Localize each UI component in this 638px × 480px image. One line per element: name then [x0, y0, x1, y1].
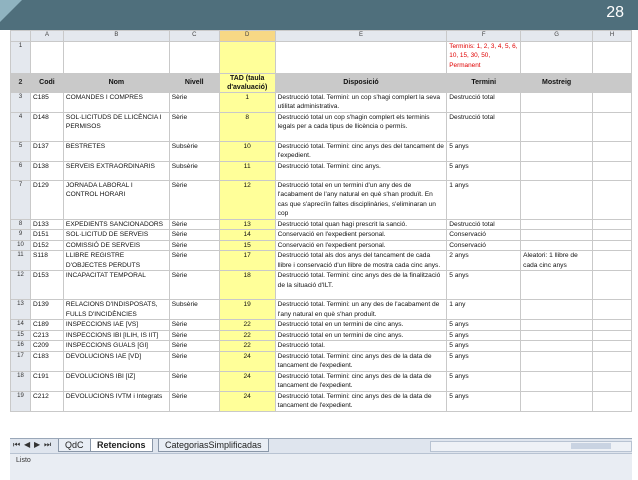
termini-cell[interactable]: 5 anys: [447, 371, 521, 391]
codi-cell[interactable]: C189: [30, 320, 63, 331]
disposicio-cell[interactable]: Destrucció total en un termini de cinc anys.: [275, 320, 447, 331]
sheet-tab-retencions[interactable]: Retencions: [90, 439, 153, 452]
termini-cell[interactable]: 5 anys: [447, 391, 521, 411]
codi-cell[interactable]: C191: [30, 371, 63, 391]
codi-cell[interactable]: D151: [30, 230, 63, 241]
column-header-d[interactable]: D: [219, 31, 275, 42]
nivell-cell[interactable]: Sèrie: [169, 240, 219, 251]
mostreig-cell[interactable]: [521, 371, 593, 391]
header-mostreig[interactable]: Mostreig: [521, 73, 593, 92]
disposicio-cell[interactable]: Conservació en l'expedient personal.: [275, 230, 447, 241]
disposicio-cell[interactable]: Destrucció total. Termini: cinc anys des del tancament de l'expedient.: [275, 141, 447, 161]
disposicio-cell[interactable]: Destrucció total. Termini: cinc anys des de la data de tancament de l'expedient.: [275, 371, 447, 391]
cell[interactable]: [593, 371, 632, 391]
codi-cell[interactable]: S118: [30, 251, 63, 271]
header-disposicio[interactable]: Disposició: [275, 73, 447, 92]
nom-cell[interactable]: COMANDES I COMPRES: [63, 92, 169, 112]
row-header[interactable]: 18: [11, 371, 31, 391]
nivell-cell[interactable]: Sèrie: [169, 371, 219, 391]
disposicio-cell[interactable]: Destrucció total. Termini: cinc anys des de la data de tancament de l'expedient.: [275, 391, 447, 411]
termini-cell[interactable]: 5 anys: [447, 341, 521, 352]
table-row: [11, 391, 632, 411]
table-row: [11, 271, 632, 300]
nom-cell[interactable]: DEVOLUCIONS IVTM i Integrats: [63, 391, 169, 411]
termini-cell[interactable]: 5 anys: [447, 330, 521, 341]
nivell-cell[interactable]: Sèrie: [169, 391, 219, 411]
row-header[interactable]: 1: [11, 41, 31, 73]
sheet-tab-bar: [10, 438, 632, 453]
table-row: [11, 300, 632, 320]
slide-header-bar: [0, 0, 638, 30]
table-row: [11, 320, 632, 331]
column-header-c[interactable]: C: [169, 31, 219, 42]
disposicio-cell[interactable]: Destrucció total en un termini d'un any des de l'acabament de l'any natural en què s'han produït. En cas que s'aprecïín faltes disciplinàries, s'eliminaran un cop: [275, 180, 447, 219]
nivell-cell[interactable]: Sèrie: [169, 251, 219, 271]
tad-cell[interactable]: 24: [219, 391, 275, 411]
cell[interactable]: [593, 351, 632, 371]
disposicio-cell[interactable]: Destrucció total.: [275, 341, 447, 352]
nivell-cell[interactable]: Sèrie: [169, 92, 219, 112]
disposicio-cell[interactable]: Destrucció total quan hagi prescrit la sanció.: [275, 219, 447, 230]
nom-cell[interactable]: INSPECCIONS IAE [VS]: [63, 320, 169, 331]
column-header-b[interactable]: B: [63, 31, 169, 42]
table-row: [11, 41, 632, 73]
nom-cell[interactable]: SOL·LICITUD DE SERVEIS: [63, 230, 169, 241]
cell[interactable]: [593, 230, 632, 241]
prev-sheet-icon[interactable]: ◀: [24, 440, 31, 449]
tad-cell[interactable]: 22: [219, 330, 275, 341]
termini-cell[interactable]: 5 anys: [447, 271, 521, 300]
codi-cell[interactable]: C212: [30, 391, 63, 411]
codi-cell[interactable]: C183: [30, 351, 63, 371]
cell[interactable]: [169, 41, 219, 73]
tad-cell[interactable]: 10: [219, 141, 275, 161]
scrollbar-thumb[interactable]: [571, 443, 611, 449]
mostreig-cell[interactable]: Aleatori: 1 llibre de cada cinc anys: [521, 251, 593, 271]
cell[interactable]: [593, 112, 632, 141]
codi-cell[interactable]: C185: [30, 92, 63, 112]
status-text: Listo: [16, 457, 31, 464]
select-all-corner[interactable]: [11, 31, 31, 42]
header-nivell[interactable]: Nivell: [169, 73, 219, 92]
nom-cell[interactable]: INSPECCIONS IBI [ILIH, IS IIT]: [63, 330, 169, 341]
disposicio-cell[interactable]: Destrucció total. Termini: un any des de l'acabament de l'any natural en què s'han produït.: [275, 300, 447, 320]
termini-cell[interactable]: Conservació: [447, 240, 521, 251]
disposicio-cell[interactable]: Conservació en l'expedient personal.: [275, 240, 447, 251]
corner-decoration-icon: [0, 0, 22, 22]
row-header[interactable]: 7: [11, 180, 31, 219]
column-header-g[interactable]: G: [521, 31, 593, 42]
row-header[interactable]: 8: [11, 219, 31, 230]
cell[interactable]: [521, 41, 593, 73]
nom-cell[interactable]: JORNADA LABORAL I CONTROL HORARI: [63, 180, 169, 219]
column-header-row: [11, 31, 632, 42]
codi-cell[interactable]: C213: [30, 330, 63, 341]
retencions-table: [10, 30, 632, 412]
nivell-cell[interactable]: Sèrie: [169, 219, 219, 230]
header-codi[interactable]: Codi: [30, 73, 63, 92]
mostreig-cell[interactable]: [521, 180, 593, 219]
mostreig-cell[interactable]: [521, 92, 593, 112]
header-row: [11, 73, 632, 92]
nom-cell[interactable]: BESTRETES: [63, 141, 169, 161]
last-sheet-icon[interactable]: ⏭: [44, 440, 52, 449]
termini-cell[interactable]: 1 any: [447, 300, 521, 320]
tad-cell[interactable]: 14: [219, 230, 275, 241]
cell[interactable]: [593, 219, 632, 230]
mostreig-cell[interactable]: [521, 320, 593, 331]
tad-cell[interactable]: 13: [219, 219, 275, 230]
page-number: 28: [606, 4, 624, 21]
header-termini[interactable]: Termini: [447, 73, 521, 92]
termini-cell[interactable]: 5 anys: [447, 351, 521, 371]
disposicio-cell[interactable]: Destrucció total un cop s'hagin complert els terminis legals per a cada tipus de llicència o permís.: [275, 112, 447, 141]
row-header[interactable]: 19: [11, 391, 31, 411]
nivell-cell[interactable]: Sèrie: [169, 112, 219, 141]
table-row: [11, 161, 632, 180]
nivell-cell[interactable]: Sèrie: [169, 230, 219, 241]
table-row: [11, 330, 632, 341]
mostreig-cell[interactable]: [521, 219, 593, 230]
codi-cell[interactable]: D129: [30, 180, 63, 219]
termini-cell[interactable]: 5 anys: [447, 320, 521, 331]
table-row: [11, 141, 632, 161]
terminis-note-cell[interactable]: Terminis: 1, 2, 3, 4, 5, 6, 10, 15, 30, 50, Permanent: [447, 41, 521, 73]
mostreig-cell[interactable]: [521, 271, 593, 300]
termini-cell[interactable]: 5 anys: [447, 141, 521, 161]
table-row: [11, 371, 632, 391]
cell[interactable]: [593, 320, 632, 331]
cell[interactable]: [63, 41, 169, 73]
row-header[interactable]: 11: [11, 251, 31, 271]
nivell-cell[interactable]: Sèrie: [169, 351, 219, 371]
termini-cell[interactable]: Destrucció total: [447, 219, 521, 230]
cell[interactable]: [593, 391, 632, 411]
cell[interactable]: [593, 73, 632, 92]
row-header[interactable]: 9: [11, 230, 31, 241]
nivell-cell[interactable]: Sèrie: [169, 341, 219, 352]
table-row: [11, 230, 632, 241]
mostreig-cell[interactable]: [521, 112, 593, 141]
row-header[interactable]: 2: [11, 73, 31, 92]
disposicio-cell[interactable]: Destrucció total. Termini: cinc anys.: [275, 161, 447, 180]
disposicio-cell[interactable]: Destrucció total als dos anys del tancament de cada llibre i conservació d'un llibre de mostra cada cinc anys.: [275, 251, 447, 271]
nivell-cell[interactable]: Subsèrie: [169, 300, 219, 320]
tad-cell[interactable]: 22: [219, 341, 275, 352]
cell[interactable]: [219, 41, 275, 73]
mostreig-cell[interactable]: [521, 240, 593, 251]
nivell-cell[interactable]: Subsèrie: [169, 161, 219, 180]
cell[interactable]: [593, 141, 632, 161]
tad-cell[interactable]: 11: [219, 161, 275, 180]
row-header[interactable]: 16: [11, 341, 31, 352]
mostreig-cell[interactable]: [521, 141, 593, 161]
spreadsheet-area[interactable]: [10, 30, 632, 438]
nivell-cell[interactable]: Sèrie: [169, 330, 219, 341]
row-header[interactable]: 13: [11, 300, 31, 320]
termini-cell[interactable]: 5 anys: [447, 161, 521, 180]
cell[interactable]: [593, 251, 632, 271]
cell[interactable]: [30, 41, 63, 73]
header-tad[interactable]: TAD (taula d'avaluació): [219, 73, 275, 92]
disposicio-cell[interactable]: Destrucció total. Termini: cinc anys des de la data de tancament de l'expedient.: [275, 351, 447, 371]
cell[interactable]: [593, 240, 632, 251]
mostreig-cell[interactable]: [521, 330, 593, 341]
table-row: [11, 180, 632, 219]
codi-cell[interactable]: C209: [30, 341, 63, 352]
cell[interactable]: [593, 92, 632, 112]
codi-cell[interactable]: D137: [30, 141, 63, 161]
tad-cell[interactable]: 15: [219, 240, 275, 251]
termini-cell[interactable]: 2 anys: [447, 251, 521, 271]
nom-cell[interactable]: RELACIONS D'INDISPOSATS, FULLS D'INCIDÈNCIES: [63, 300, 169, 320]
codi-cell[interactable]: D152: [30, 240, 63, 251]
column-header-h[interactable]: H: [593, 31, 632, 42]
tad-cell[interactable]: 24: [219, 371, 275, 391]
table-row: [11, 251, 632, 271]
nom-cell[interactable]: SERVEIS EXTRAORDINARIS: [63, 161, 169, 180]
cell[interactable]: [593, 330, 632, 341]
sheet-tab-qdc[interactable]: QdC: [58, 439, 91, 452]
mostreig-cell[interactable]: [521, 341, 593, 352]
tad-cell[interactable]: 12: [219, 180, 275, 219]
nom-cell[interactable]: EXPEDIENTS SANCIONADORS: [63, 219, 169, 230]
table-row: [11, 341, 632, 352]
codi-cell[interactable]: D148: [30, 112, 63, 141]
mostreig-cell[interactable]: [521, 351, 593, 371]
tad-cell[interactable]: 8: [219, 112, 275, 141]
tad-cell[interactable]: 17: [219, 251, 275, 271]
header-nom[interactable]: Nom: [63, 73, 169, 92]
nom-cell[interactable]: SOL·LICITUDS DE LLICÈNCIA I PERMISOS: [63, 112, 169, 141]
nom-cell[interactable]: LLIBRE REGISTRE D'OBJECTES PERDUTS: [63, 251, 169, 271]
cell[interactable]: [593, 271, 632, 300]
codi-cell[interactable]: D139: [30, 300, 63, 320]
disposicio-cell[interactable]: Destrucció total en un termini de cinc anys.: [275, 330, 447, 341]
nom-cell[interactable]: DEVOLUCIONS IAE [VD]: [63, 351, 169, 371]
row-header[interactable]: 6: [11, 161, 31, 180]
table-row: [11, 92, 632, 112]
next-sheet-icon[interactable]: ▶: [34, 440, 41, 449]
termini-cell[interactable]: Conservació: [447, 230, 521, 241]
table-row: [11, 219, 632, 230]
mostreig-cell[interactable]: [521, 300, 593, 320]
mostreig-cell[interactable]: [521, 391, 593, 411]
disposicio-cell[interactable]: Destrucció total. Termini: cinc anys des de la finalització de la situació d'ILT.: [275, 271, 447, 300]
codi-cell[interactable]: D133: [30, 219, 63, 230]
cell[interactable]: [593, 161, 632, 180]
termini-cell[interactable]: Destrucció total: [447, 92, 521, 112]
nivell-cell[interactable]: Sèrie: [169, 180, 219, 219]
cell[interactable]: [275, 41, 447, 73]
row-header[interactable]: 5: [11, 141, 31, 161]
row-header[interactable]: 12: [11, 271, 31, 300]
mostreig-cell[interactable]: [521, 230, 593, 241]
codi-cell[interactable]: D138: [30, 161, 63, 180]
column-header-a[interactable]: A: [30, 31, 63, 42]
row-header[interactable]: 10: [11, 240, 31, 251]
cell[interactable]: [593, 300, 632, 320]
row-header[interactable]: 3: [11, 92, 31, 112]
table-row: [11, 351, 632, 371]
horizontal-scrollbar[interactable]: [430, 441, 632, 452]
column-header-e[interactable]: E: [275, 31, 447, 42]
tad-cell[interactable]: 19: [219, 300, 275, 320]
nom-cell[interactable]: INCAPACITAT TEMPORAL: [63, 271, 169, 300]
table-row: [11, 112, 632, 141]
table-row: [11, 240, 632, 251]
tad-cell[interactable]: 24: [219, 351, 275, 371]
nom-cell[interactable]: COMISSIÓ DE SERVEIS: [63, 240, 169, 251]
sheet-tab-categorias[interactable]: CategoriasSimplificadas: [158, 439, 269, 452]
nom-cell[interactable]: INSPECCIONS GUALS [GI]: [63, 341, 169, 352]
nivell-cell[interactable]: Sèrie: [169, 320, 219, 331]
cell[interactable]: [593, 41, 632, 73]
nom-cell[interactable]: DEVOLUCIONS IBI [IZ]: [63, 371, 169, 391]
termini-cell[interactable]: Destrucció total: [447, 112, 521, 141]
row-header[interactable]: 15: [11, 330, 31, 341]
cell[interactable]: [593, 180, 632, 219]
row-header[interactable]: 4: [11, 112, 31, 141]
nivell-cell[interactable]: Sèrie: [169, 271, 219, 300]
row-header[interactable]: 17: [11, 351, 31, 371]
status-bar: [10, 453, 632, 480]
termini-cell[interactable]: 1 anys: [447, 180, 521, 219]
disposicio-cell[interactable]: Destrucció total. Termini: un cop s'hagi complert la seva utilitat administrativa.: [275, 92, 447, 112]
cell[interactable]: [593, 341, 632, 352]
first-sheet-icon[interactable]: ⏮: [13, 440, 21, 449]
nivell-cell[interactable]: Subsèrie: [169, 141, 219, 161]
mostreig-cell[interactable]: [521, 161, 593, 180]
row-header[interactable]: 14: [11, 320, 31, 331]
tad-cell[interactable]: 1: [219, 92, 275, 112]
tad-cell[interactable]: 18: [219, 271, 275, 300]
tad-cell[interactable]: 22: [219, 320, 275, 331]
codi-cell[interactable]: D153: [30, 271, 63, 300]
column-header-f[interactable]: F: [447, 31, 521, 42]
